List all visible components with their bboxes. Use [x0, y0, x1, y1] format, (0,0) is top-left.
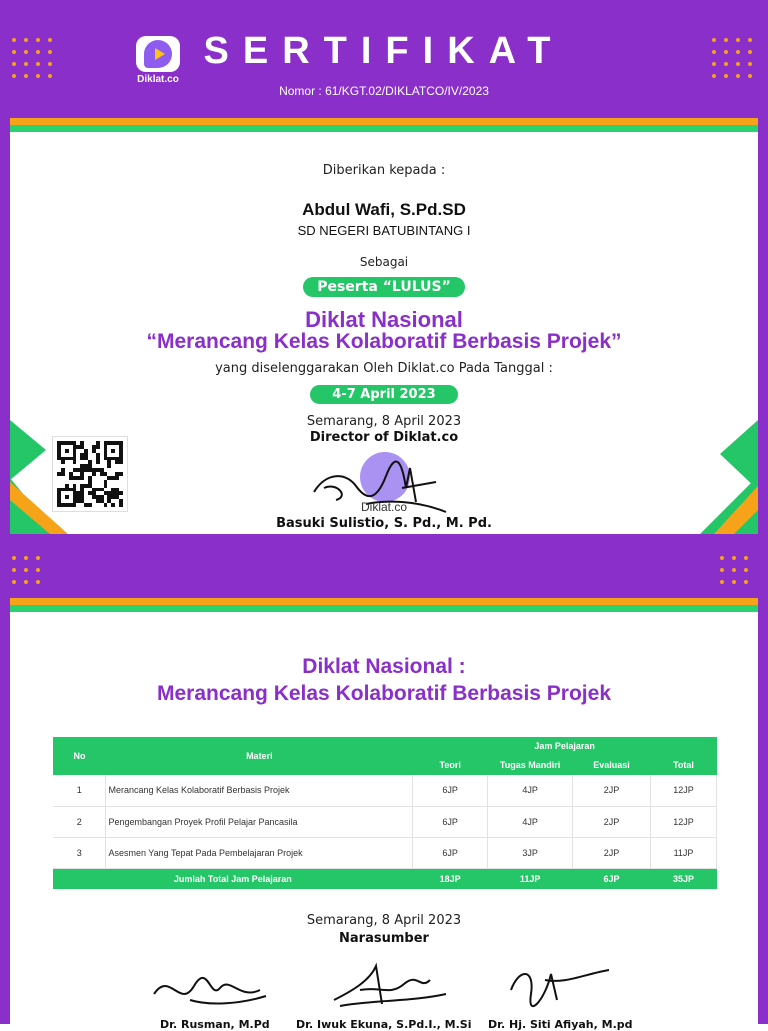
- speaker-signature-1: [150, 960, 270, 1020]
- as-label: Sebagai: [359, 255, 409, 269]
- table-row: [53, 837, 717, 868]
- lesson-hours-table: [53, 737, 717, 889]
- row-tugas: 3JP: [488, 837, 573, 868]
- row-teori: 6JP: [413, 837, 488, 868]
- row-tugas: 4JP: [488, 806, 573, 837]
- held-by-text: yang diselenggarakan Oleh Diklat.co Pada Tanggal :: [215, 361, 553, 376]
- row-no: 3: [53, 837, 106, 868]
- header-teori: Teori: [413, 755, 488, 775]
- status-badge: [0, 276, 768, 297]
- table-row: [53, 775, 717, 806]
- row-total: 11JP: [651, 837, 717, 868]
- row-teori: 6JP: [413, 806, 488, 837]
- header-tugas: Tugas Mandiri: [488, 755, 573, 775]
- row-tugas: 4JP: [488, 775, 573, 806]
- page2-stripe: [0, 598, 768, 612]
- row-evaluasi: 2JP: [573, 775, 651, 806]
- header-evaluasi: Evaluasi: [573, 755, 651, 775]
- total-total: 35JP: [651, 868, 717, 889]
- decor-dots-left-2: [12, 556, 40, 584]
- total-evaluasi: 6JP: [573, 868, 651, 889]
- row-evaluasi: 2JP: [573, 837, 651, 868]
- date-badge: [0, 383, 768, 404]
- row-total: 12JP: [651, 775, 717, 806]
- page2-place-date: Semarang, 8 April 2023: [306, 913, 462, 928]
- recipient-school: SD NEGERI BATUBINTANG I: [297, 223, 471, 238]
- total-label: Jumlah Total Jam Pelajaran: [53, 868, 413, 889]
- recipient-name: Abdul Wafi, S.Pd.SD: [302, 200, 466, 219]
- program-title: Diklat Nasional: [305, 307, 463, 332]
- speaker-signature-3: [505, 960, 615, 1020]
- logo-text: Diklat.co: [137, 74, 179, 85]
- header-stripe: [0, 118, 768, 132]
- signer-role: Director of Diklat.co: [309, 430, 459, 445]
- total-tugas: 11JP: [488, 868, 573, 889]
- speaker-label: Narasumber: [339, 931, 429, 946]
- given-to-label: Diberikan kepada :: [322, 163, 446, 178]
- table-total-row: [53, 868, 717, 889]
- speaker-name-2: Dr. Iwuk Ekuna, S.Pd.I., M.Si: [296, 1018, 472, 1031]
- certificate-number: Nomor : 61/KGT.02/DIKLATCO/IV/2023: [279, 84, 489, 98]
- header-jam: Jam Pelajaran: [413, 737, 717, 755]
- row-no: 1: [53, 775, 106, 806]
- decor-dots-right-2: [720, 556, 748, 584]
- speaker-signature-2: [330, 960, 450, 1020]
- page-divider: [0, 534, 768, 598]
- seal-text: Diklat.co: [360, 500, 407, 514]
- total-teori: 18JP: [413, 868, 488, 889]
- header-total: Total: [651, 755, 717, 775]
- status-badge-text: Peserta “LULUS”: [303, 277, 465, 297]
- row-total: 12JP: [651, 806, 717, 837]
- header-no: No: [53, 737, 106, 775]
- page2-title-line1: Diklat Nasional :: [302, 655, 466, 678]
- speaker-name-1: Dr. Rusman, M.Pd: [160, 1018, 270, 1031]
- header-materi: Materi: [106, 737, 413, 775]
- speaker-name-3: Dr. Hj. Siti Afiyah, M.pd: [488, 1018, 633, 1031]
- page2-title-line2: Merancang Kelas Kolaboratif Berbasis Projek: [157, 682, 611, 705]
- row-no: 2: [53, 806, 106, 837]
- row-materi: Pengembangan Proyek Profil Pelajar Pancasila: [106, 806, 413, 837]
- qr-code-icon: [52, 436, 128, 512]
- row-teori: 6JP: [413, 775, 488, 806]
- date-badge-text: 4-7 April 2023: [310, 385, 457, 404]
- place-date: Semarang, 8 April 2023: [306, 414, 462, 429]
- course-title: “Merancang Kelas Kolaboratif Berbasis Projek”: [146, 330, 622, 353]
- table-row: [53, 806, 717, 837]
- row-materi: Merancang Kelas Kolaboratif Berbasis Projek: [106, 775, 413, 806]
- row-materi: Asesmen Yang Tepat Pada Pembelajaran Projek: [106, 837, 413, 868]
- signer-name: Basuki Sulistio, S. Pd., M. Pd.: [276, 516, 492, 531]
- row-evaluasi: 2JP: [573, 806, 651, 837]
- certificate-title: SERTIFIKAT: [203, 30, 565, 72]
